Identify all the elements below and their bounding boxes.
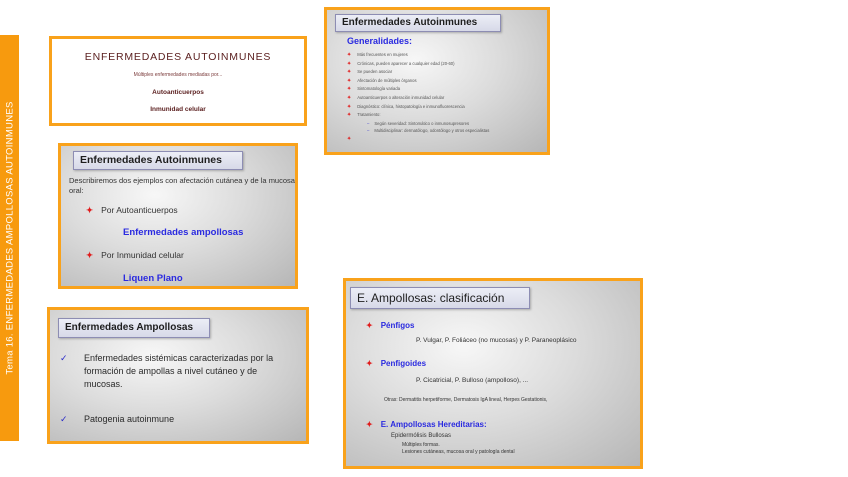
slide-title: ENFERMEDADES AUTOINMUNES bbox=[84, 51, 272, 63]
bullet-star-icon: ✦ bbox=[347, 86, 352, 93]
bullet-star-icon: ✦ bbox=[347, 60, 352, 67]
bullet-star-icon: ✦ bbox=[347, 69, 352, 76]
slide-title: Enfermedades Ampollosas bbox=[58, 318, 210, 338]
bullet-star-icon: ✦ bbox=[347, 135, 352, 142]
bullet-star-icon: ✦ bbox=[86, 250, 94, 260]
bullet-star-icon: ✦ bbox=[366, 420, 373, 429]
item-penfigos: ✦ Pénfigos bbox=[366, 321, 415, 330]
penfigos-detail: P. Vulgar, P. Foliáceo (no mucosas) y P. Paraneoplásico bbox=[416, 337, 577, 344]
slide-thumbnail-ampollosas[interactable] bbox=[47, 307, 309, 444]
bullet-star-icon: ✦ bbox=[347, 52, 352, 58]
bullet-star-icon: ✦ bbox=[347, 94, 352, 101]
checkmark-icon: ✓ bbox=[60, 353, 68, 363]
bullet-star-icon: ✦ bbox=[347, 112, 352, 119]
slide-subtitle: Múltiples enfermedades mediadas por... bbox=[133, 72, 223, 78]
list-item: ✦ Más frecuentes en mujeres bbox=[347, 52, 408, 58]
hereditarias-line2: Múltiples formas. bbox=[402, 442, 440, 448]
list-item: ✦ Tratamiento: bbox=[347, 112, 381, 119]
slide-title: Enfermedades Autoinmunes bbox=[335, 14, 501, 32]
bullet-inmunidad: ✦ Por Inmunidad celular bbox=[86, 250, 184, 260]
dash-bullet-icon: – bbox=[367, 120, 370, 126]
sub-list-item: – Multidisciplinar: dermatólogo, odontólogo y otros especialistas bbox=[367, 128, 490, 134]
list-item: ✓ Enfermedades sistémicas caracterizadas por la formación de ampollas a nivel cutáneo y de mucosas. bbox=[60, 353, 274, 389]
otras-detail: Otras: Dermatitis herpetiforme, Dermatosis IgA lineal, Herpes Gestationis, bbox=[384, 397, 548, 403]
item-hereditarias: ✦ E. Ampollosas Hereditarias: bbox=[366, 420, 487, 429]
bullet-star-icon: ✦ bbox=[86, 205, 94, 215]
list-item-cutoff bbox=[347, 135, 489, 144]
bullet-star-icon: ✦ bbox=[366, 359, 373, 368]
highlight-ampollosas: Enfermedades ampollosas bbox=[123, 227, 244, 238]
side-tab-label: Tema 16. ENFERMEDADES AMPOLLOSAS AUTOINMUNES bbox=[4, 101, 15, 375]
penfigoides-detail: P. Cicatricial, P. Bulloso (ampolloso), ... bbox=[416, 377, 529, 384]
bullet-star-icon: ✦ bbox=[366, 321, 373, 330]
list-item: ✦ Diagnóstico: clínica, histopatología e inmunofluorescencia bbox=[347, 103, 465, 110]
list-item: ✓ Patogenia autoinmune bbox=[60, 414, 175, 424]
slide-description: Describiremos dos ejemplos con afectación cutánea y de la mucosa oral: bbox=[69, 176, 295, 195]
hereditarias-line3: Lesiones cutáneas, mucosa oral y patología dental bbox=[402, 449, 515, 455]
list-item: ✦ Autoanticuerpos o alteración inmunidad celular bbox=[347, 94, 445, 101]
sub-list-item: – Según severidad: Sintomático o inmunosupresores bbox=[367, 120, 470, 126]
slide-thumbnail-examples[interactable] bbox=[58, 143, 298, 289]
slide-heading: Generalidades: bbox=[347, 36, 413, 46]
bullet-star-icon: ✦ bbox=[347, 77, 352, 84]
bullet-list bbox=[347, 51, 489, 144]
slide-thumbnail-title[interactable] bbox=[49, 36, 307, 126]
highlight-liquen-plano: Liquen Plano bbox=[123, 273, 183, 284]
bullet-autoanticuerpos: ✦ Por Autoanticuerpos bbox=[86, 205, 178, 215]
slide-line-inmunidad: Inmunidad celular bbox=[150, 106, 206, 113]
slide-thumbnail-clasificacion[interactable] bbox=[343, 278, 643, 469]
side-tab bbox=[0, 35, 19, 441]
slide-title: E. Ampollosas: clasificación bbox=[350, 287, 530, 309]
hereditarias-line1: Epidermólisis Bullosas bbox=[391, 433, 452, 439]
slide-title: Enfermedades Autoinmunes bbox=[73, 151, 243, 170]
dash-bullet-icon: – bbox=[367, 128, 370, 134]
bullet-star-icon: ✦ bbox=[347, 103, 352, 110]
slide-line-autoanticuerpos: Autoanticuerpos bbox=[152, 89, 204, 96]
item-penfigoides: ✦ Penfigoides bbox=[366, 359, 427, 368]
list-item: ✦ Se pueden asociar bbox=[347, 69, 393, 76]
slide-thumbnail-generalidades[interactable] bbox=[324, 7, 550, 155]
list-item: ✦ Afectación de múltiples órganos bbox=[347, 77, 417, 84]
checkmark-icon: ✓ bbox=[60, 414, 68, 424]
list-item: ✦ Sintomatología variada bbox=[347, 86, 401, 93]
list-item: ✦ Crónicas, pueden aparecer a cualquier edad (20-60) bbox=[347, 60, 455, 67]
